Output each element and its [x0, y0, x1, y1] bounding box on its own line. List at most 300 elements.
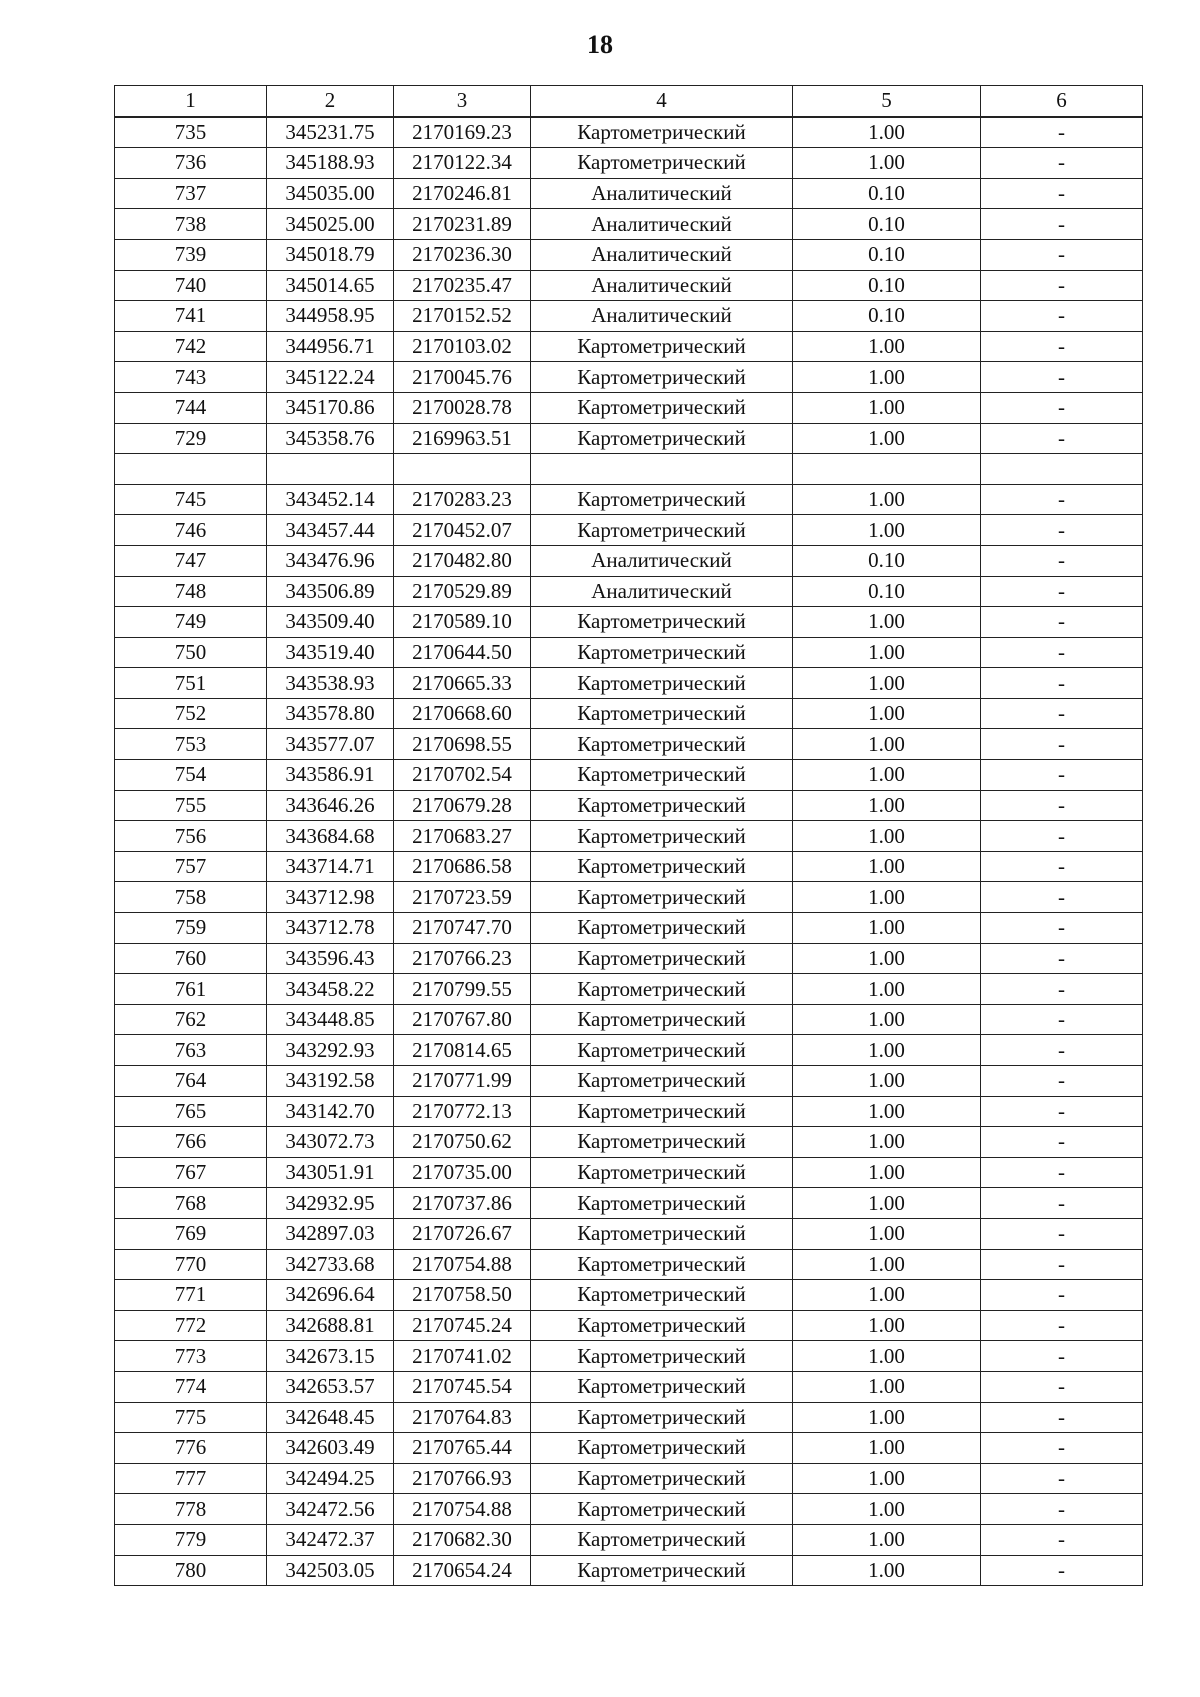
x-coordinate-cell: 344956.71 — [267, 331, 394, 362]
accuracy-cell: 1.00 — [793, 851, 981, 882]
description-cell: - — [981, 1127, 1143, 1158]
x-coordinate-cell: 343538.93 — [267, 668, 394, 699]
accuracy-cell: 1.00 — [793, 1096, 981, 1127]
accuracy-cell: 0.10 — [793, 209, 981, 240]
description-cell: - — [981, 1463, 1143, 1494]
description-cell: - — [981, 362, 1143, 393]
point-number-cell: 750 — [115, 637, 267, 668]
description-cell: - — [981, 270, 1143, 301]
table-row — [115, 943, 1143, 974]
method-cell: Картометрический — [531, 148, 793, 179]
method-cell: Картометрический — [531, 790, 793, 821]
point-number-cell: 760 — [115, 943, 267, 974]
method-cell: Картометрический — [531, 698, 793, 729]
x-coordinate-cell: 343714.71 — [267, 851, 394, 882]
accuracy-cell: 1.00 — [793, 607, 981, 638]
y-coordinate-cell: 2170682.30 — [394, 1524, 531, 1555]
method-cell: Картометрический — [531, 1371, 793, 1402]
x-coordinate-cell: 345025.00 — [267, 209, 394, 240]
accuracy-cell: 1.00 — [793, 668, 981, 699]
table-row — [115, 698, 1143, 729]
x-coordinate-cell: 343509.40 — [267, 607, 394, 638]
y-coordinate-cell: 2170103.02 — [394, 331, 531, 362]
table-row — [115, 1127, 1143, 1158]
x-coordinate-cell: 343457.44 — [267, 515, 394, 546]
accuracy-cell: 1.00 — [793, 1249, 981, 1280]
method-cell: Картометрический — [531, 1555, 793, 1586]
x-coordinate-cell: 342932.95 — [267, 1188, 394, 1219]
description-cell: - — [981, 943, 1143, 974]
x-coordinate-cell: 343458.22 — [267, 974, 394, 1005]
accuracy-cell: 1.00 — [793, 1035, 981, 1066]
table-row — [115, 392, 1143, 423]
point-number-cell: 777 — [115, 1463, 267, 1494]
point-number-cell: 735 — [115, 117, 267, 148]
description-cell: - — [981, 515, 1143, 546]
point-number-cell: 739 — [115, 239, 267, 270]
accuracy-cell: 1.00 — [793, 1524, 981, 1555]
point-number-cell: 767 — [115, 1157, 267, 1188]
description-cell: - — [981, 668, 1143, 699]
table-row — [115, 1310, 1143, 1341]
table-row — [115, 1524, 1143, 1555]
y-coordinate-cell: 2170686.58 — [394, 851, 531, 882]
table-row — [115, 239, 1143, 270]
accuracy-cell: 1.00 — [793, 1494, 981, 1525]
description-cell: - — [981, 760, 1143, 791]
method-cell: Картометрический — [531, 1035, 793, 1066]
method-cell: Картометрический — [531, 1341, 793, 1372]
point-number-cell: 773 — [115, 1341, 267, 1372]
description-cell: - — [981, 882, 1143, 913]
x-coordinate-cell: 343684.68 — [267, 821, 394, 852]
table-row — [115, 1463, 1143, 1494]
x-coordinate-cell: 342472.56 — [267, 1494, 394, 1525]
point-number-cell: 771 — [115, 1280, 267, 1311]
y-coordinate-cell: 2170654.24 — [394, 1555, 531, 1586]
y-coordinate-cell: 2170668.60 — [394, 698, 531, 729]
description-cell: - — [981, 1096, 1143, 1127]
table-row — [115, 821, 1143, 852]
table-row — [115, 851, 1143, 882]
table-row — [115, 882, 1143, 913]
accuracy-cell: 1.00 — [793, 1127, 981, 1158]
accuracy-cell: 1.00 — [793, 1066, 981, 1097]
accuracy-cell: 1.00 — [793, 913, 981, 944]
description-cell: - — [981, 1035, 1143, 1066]
y-coordinate-cell: 2170236.30 — [394, 239, 531, 270]
y-coordinate-cell: 2170529.89 — [394, 576, 531, 607]
table-row — [115, 1433, 1143, 1464]
y-coordinate-cell: 2170231.89 — [394, 209, 531, 240]
accuracy-cell: 0.10 — [793, 301, 981, 332]
x-coordinate-cell: 343448.85 — [267, 1004, 394, 1035]
x-coordinate-cell: 342494.25 — [267, 1463, 394, 1494]
table-row — [115, 790, 1143, 821]
method-cell: Картометрический — [531, 1157, 793, 1188]
table-row — [115, 576, 1143, 607]
y-coordinate-cell: 2170799.55 — [394, 974, 531, 1005]
point-number-cell: 768 — [115, 1188, 267, 1219]
accuracy-cell: 1.00 — [793, 1555, 981, 1586]
y-coordinate-cell: 2170028.78 — [394, 392, 531, 423]
description-cell: - — [981, 607, 1143, 638]
point-number-cell: 764 — [115, 1066, 267, 1097]
table-row — [115, 637, 1143, 668]
point-number-cell: 744 — [115, 392, 267, 423]
x-coordinate-cell: 343192.58 — [267, 1066, 394, 1097]
description-cell: - — [981, 331, 1143, 362]
description-cell: - — [981, 1157, 1143, 1188]
method-cell: Картометрический — [531, 392, 793, 423]
method-cell: Аналитический — [531, 270, 793, 301]
accuracy-cell: 1.00 — [793, 1341, 981, 1372]
x-coordinate-cell: 343142.70 — [267, 1096, 394, 1127]
column-header-3: 3 — [394, 86, 531, 117]
accuracy-cell: 1.00 — [793, 698, 981, 729]
method-cell: Картометрический — [531, 1280, 793, 1311]
method-cell: Картометрический — [531, 423, 793, 454]
method-cell: Аналитический — [531, 576, 793, 607]
description-cell: - — [981, 1555, 1143, 1586]
method-cell: Картометрический — [531, 1096, 793, 1127]
point-number-cell: 729 — [115, 423, 267, 454]
y-coordinate-cell: 2170045.76 — [394, 362, 531, 393]
accuracy-cell: 1.00 — [793, 943, 981, 974]
y-coordinate-cell: 2170735.00 — [394, 1157, 531, 1188]
x-coordinate-cell: 343072.73 — [267, 1127, 394, 1158]
table-row — [115, 209, 1143, 240]
method-cell: Картометрический — [531, 943, 793, 974]
method-cell: Картометрический — [531, 729, 793, 760]
accuracy-cell: 1.00 — [793, 882, 981, 913]
y-coordinate-cell: 2170766.23 — [394, 943, 531, 974]
x-coordinate-cell: 342897.03 — [267, 1218, 394, 1249]
description-cell: - — [981, 1402, 1143, 1433]
x-coordinate-cell: 345014.65 — [267, 270, 394, 301]
description-cell: - — [981, 1280, 1143, 1311]
description-cell: - — [981, 821, 1143, 852]
x-coordinate-cell: 345170.86 — [267, 392, 394, 423]
accuracy-cell: 1.00 — [793, 1463, 981, 1494]
table-row — [115, 668, 1143, 699]
method-cell: Картометрический — [531, 851, 793, 882]
x-coordinate-cell: 345358.76 — [267, 423, 394, 454]
table-row — [115, 1188, 1143, 1219]
y-coordinate-cell: 2170765.44 — [394, 1433, 531, 1464]
method-cell: Картометрический — [531, 1494, 793, 1525]
y-coordinate-cell: 2170152.52 — [394, 301, 531, 332]
point-number-cell: 751 — [115, 668, 267, 699]
y-coordinate-cell: 2170589.10 — [394, 607, 531, 638]
y-coordinate-cell: 2170771.99 — [394, 1066, 531, 1097]
point-number-cell: 766 — [115, 1127, 267, 1158]
y-coordinate-cell: 2170283.23 — [394, 484, 531, 515]
x-coordinate-cell: 343519.40 — [267, 637, 394, 668]
point-number-cell: 756 — [115, 821, 267, 852]
y-coordinate-cell: 2170644.50 — [394, 637, 531, 668]
table-row — [115, 1341, 1143, 1372]
column-header-1: 1 — [115, 86, 267, 117]
point-number-cell: 746 — [115, 515, 267, 546]
y-coordinate-cell: 2170758.50 — [394, 1280, 531, 1311]
description-cell: - — [981, 1433, 1143, 1464]
x-coordinate-cell — [267, 454, 394, 485]
table-row — [115, 484, 1143, 515]
x-coordinate-cell: 342696.64 — [267, 1280, 394, 1311]
y-coordinate-cell: 2169963.51 — [394, 423, 531, 454]
method-cell: Аналитический — [531, 301, 793, 332]
accuracy-cell: 1.00 — [793, 392, 981, 423]
y-coordinate-cell: 2170737.86 — [394, 1188, 531, 1219]
table-header-row — [115, 86, 1143, 117]
method-cell: Картометрический — [531, 668, 793, 699]
description-cell: - — [981, 423, 1143, 454]
table-row — [115, 454, 1143, 485]
description-cell: - — [981, 148, 1143, 179]
table-row — [115, 1066, 1143, 1097]
point-number-cell: 736 — [115, 148, 267, 179]
point-number-cell: 738 — [115, 209, 267, 240]
point-number-cell: 763 — [115, 1035, 267, 1066]
point-number-cell: 761 — [115, 974, 267, 1005]
accuracy-cell: 1.00 — [793, 515, 981, 546]
y-coordinate-cell: 2170698.55 — [394, 729, 531, 760]
y-coordinate-cell: 2170772.13 — [394, 1096, 531, 1127]
point-number-cell: 758 — [115, 882, 267, 913]
method-cell: Картометрический — [531, 821, 793, 852]
method-cell: Картометрический — [531, 1004, 793, 1035]
x-coordinate-cell: 343646.26 — [267, 790, 394, 821]
point-number-cell: 780 — [115, 1555, 267, 1586]
method-cell: Картометрический — [531, 331, 793, 362]
x-coordinate-cell: 343476.96 — [267, 545, 394, 576]
y-coordinate-cell: 2170747.70 — [394, 913, 531, 944]
table-row — [115, 362, 1143, 393]
table-row — [115, 1096, 1143, 1127]
y-coordinate-cell: 2170482.80 — [394, 545, 531, 576]
point-number-cell: 752 — [115, 698, 267, 729]
method-cell: Картометрический — [531, 1433, 793, 1464]
column-header-5: 5 — [793, 86, 981, 117]
table-row — [115, 1402, 1143, 1433]
method-cell: Аналитический — [531, 545, 793, 576]
table-row — [115, 1280, 1143, 1311]
x-coordinate-cell: 343578.80 — [267, 698, 394, 729]
y-coordinate-cell: 2170702.54 — [394, 760, 531, 791]
x-coordinate-cell: 342472.37 — [267, 1524, 394, 1555]
table-row — [115, 1494, 1143, 1525]
x-coordinate-cell: 345231.75 — [267, 117, 394, 148]
accuracy-cell: 1.00 — [793, 790, 981, 821]
accuracy-cell: 1.00 — [793, 1310, 981, 1341]
accuracy-cell: 1.00 — [793, 148, 981, 179]
point-number-cell: 748 — [115, 576, 267, 607]
y-coordinate-cell: 2170814.65 — [394, 1035, 531, 1066]
point-number-cell: 775 — [115, 1402, 267, 1433]
method-cell: Картометрический — [531, 484, 793, 515]
y-coordinate-cell: 2170452.07 — [394, 515, 531, 546]
y-coordinate-cell — [394, 454, 531, 485]
y-coordinate-cell: 2170766.93 — [394, 1463, 531, 1494]
description-cell: - — [981, 1524, 1143, 1555]
x-coordinate-cell: 342503.05 — [267, 1555, 394, 1586]
column-header-4: 4 — [531, 86, 793, 117]
description-cell — [981, 454, 1143, 485]
accuracy-cell: 0.10 — [793, 270, 981, 301]
y-coordinate-cell: 2170246.81 — [394, 178, 531, 209]
x-coordinate-cell: 342688.81 — [267, 1310, 394, 1341]
description-cell: - — [981, 729, 1143, 760]
description-cell: - — [981, 974, 1143, 1005]
point-number-cell: 743 — [115, 362, 267, 393]
page-number: 18 — [587, 30, 613, 59]
accuracy-cell: 1.00 — [793, 423, 981, 454]
point-number-cell: 762 — [115, 1004, 267, 1035]
y-coordinate-cell: 2170169.23 — [394, 117, 531, 148]
table-row — [115, 974, 1143, 1005]
coordinates-table — [114, 85, 1143, 1586]
description-cell: - — [981, 117, 1143, 148]
method-cell: Аналитический — [531, 239, 793, 270]
accuracy-cell: 1.00 — [793, 637, 981, 668]
description-cell: - — [981, 576, 1143, 607]
description-cell: - — [981, 1004, 1143, 1035]
point-number-cell: 770 — [115, 1249, 267, 1280]
method-cell: Картометрический — [531, 1066, 793, 1097]
y-coordinate-cell: 2170679.28 — [394, 790, 531, 821]
point-number-cell: 776 — [115, 1433, 267, 1464]
description-cell: - — [981, 1341, 1143, 1372]
table-row — [115, 729, 1143, 760]
accuracy-cell: 1.00 — [793, 1004, 981, 1035]
description-cell: - — [981, 1188, 1143, 1219]
y-coordinate-cell: 2170726.67 — [394, 1218, 531, 1249]
description-cell: - — [981, 1310, 1143, 1341]
method-cell: Картометрический — [531, 974, 793, 1005]
method-cell: Картометрический — [531, 1402, 793, 1433]
accuracy-cell: 1.00 — [793, 1433, 981, 1464]
method-cell: Картометрический — [531, 913, 793, 944]
accuracy-cell: 1.00 — [793, 1157, 981, 1188]
y-coordinate-cell: 2170122.34 — [394, 148, 531, 179]
table-row — [115, 760, 1143, 791]
accuracy-cell: 0.10 — [793, 239, 981, 270]
method-cell: Картометрический — [531, 515, 793, 546]
description-cell: - — [981, 637, 1143, 668]
table-row — [115, 178, 1143, 209]
point-number-cell: 740 — [115, 270, 267, 301]
table-row — [115, 301, 1143, 332]
point-number-cell: 779 — [115, 1524, 267, 1555]
y-coordinate-cell: 2170767.80 — [394, 1004, 531, 1035]
point-number-cell: 755 — [115, 790, 267, 821]
point-number-cell: 765 — [115, 1096, 267, 1127]
table-row — [115, 270, 1143, 301]
x-coordinate-cell: 345035.00 — [267, 178, 394, 209]
description-cell: - — [981, 301, 1143, 332]
description-cell: - — [981, 545, 1143, 576]
x-coordinate-cell: 344958.95 — [267, 301, 394, 332]
method-cell: Картометрический — [531, 1463, 793, 1494]
point-number-cell: 772 — [115, 1310, 267, 1341]
x-coordinate-cell: 345188.93 — [267, 148, 394, 179]
x-coordinate-cell: 342733.68 — [267, 1249, 394, 1280]
method-cell: Картометрический — [531, 1188, 793, 1219]
method-cell: Картометрический — [531, 637, 793, 668]
description-cell: - — [981, 1371, 1143, 1402]
table-row — [115, 331, 1143, 362]
table-row — [115, 515, 1143, 546]
accuracy-cell: 1.00 — [793, 760, 981, 791]
x-coordinate-cell: 345122.24 — [267, 362, 394, 393]
method-cell: Картометрический — [531, 760, 793, 791]
accuracy-cell: 1.00 — [793, 484, 981, 515]
x-coordinate-cell: 343712.98 — [267, 882, 394, 913]
method-cell — [531, 454, 793, 485]
y-coordinate-cell: 2170723.59 — [394, 882, 531, 913]
point-number-cell: 741 — [115, 301, 267, 332]
description-cell: - — [981, 1494, 1143, 1525]
table-row — [115, 423, 1143, 454]
accuracy-cell: 1.00 — [793, 362, 981, 393]
accuracy-cell: 1.00 — [793, 1402, 981, 1433]
method-cell: Картометрический — [531, 1310, 793, 1341]
table-body — [115, 117, 1143, 1586]
y-coordinate-cell: 2170683.27 — [394, 821, 531, 852]
x-coordinate-cell: 343506.89 — [267, 576, 394, 607]
point-number-cell: 754 — [115, 760, 267, 791]
method-cell: Картометрический — [531, 1127, 793, 1158]
y-coordinate-cell: 2170754.88 — [394, 1494, 531, 1525]
point-number-cell: 745 — [115, 484, 267, 515]
x-coordinate-cell: 343712.78 — [267, 913, 394, 944]
y-coordinate-cell: 2170741.02 — [394, 1341, 531, 1372]
method-cell: Аналитический — [531, 209, 793, 240]
point-number-cell: 774 — [115, 1371, 267, 1402]
y-coordinate-cell: 2170665.33 — [394, 668, 531, 699]
column-header-2: 2 — [267, 86, 394, 117]
method-cell: Картометрический — [531, 1249, 793, 1280]
x-coordinate-cell: 343051.91 — [267, 1157, 394, 1188]
accuracy-cell: 1.00 — [793, 1218, 981, 1249]
description-cell: - — [981, 913, 1143, 944]
point-number-cell: 749 — [115, 607, 267, 638]
point-number-cell: 757 — [115, 851, 267, 882]
accuracy-cell: 1.00 — [793, 331, 981, 362]
description-cell: - — [981, 484, 1143, 515]
accuracy-cell: 0.10 — [793, 178, 981, 209]
point-number-cell: 753 — [115, 729, 267, 760]
method-cell: Картометрический — [531, 882, 793, 913]
x-coordinate-cell: 343292.93 — [267, 1035, 394, 1066]
y-coordinate-cell: 2170745.54 — [394, 1371, 531, 1402]
x-coordinate-cell: 345018.79 — [267, 239, 394, 270]
x-coordinate-cell: 343452.14 — [267, 484, 394, 515]
method-cell: Аналитический — [531, 178, 793, 209]
table-row — [115, 1157, 1143, 1188]
point-number-cell: 747 — [115, 545, 267, 576]
table-row — [115, 545, 1143, 576]
point-number-cell — [115, 454, 267, 485]
y-coordinate-cell: 2170745.24 — [394, 1310, 531, 1341]
accuracy-cell: 0.10 — [793, 545, 981, 576]
table-row — [115, 1035, 1143, 1066]
column-header-6: 6 — [981, 86, 1143, 117]
accuracy-cell: 1.00 — [793, 1280, 981, 1311]
x-coordinate-cell: 343577.07 — [267, 729, 394, 760]
method-cell: Картометрический — [531, 1524, 793, 1555]
